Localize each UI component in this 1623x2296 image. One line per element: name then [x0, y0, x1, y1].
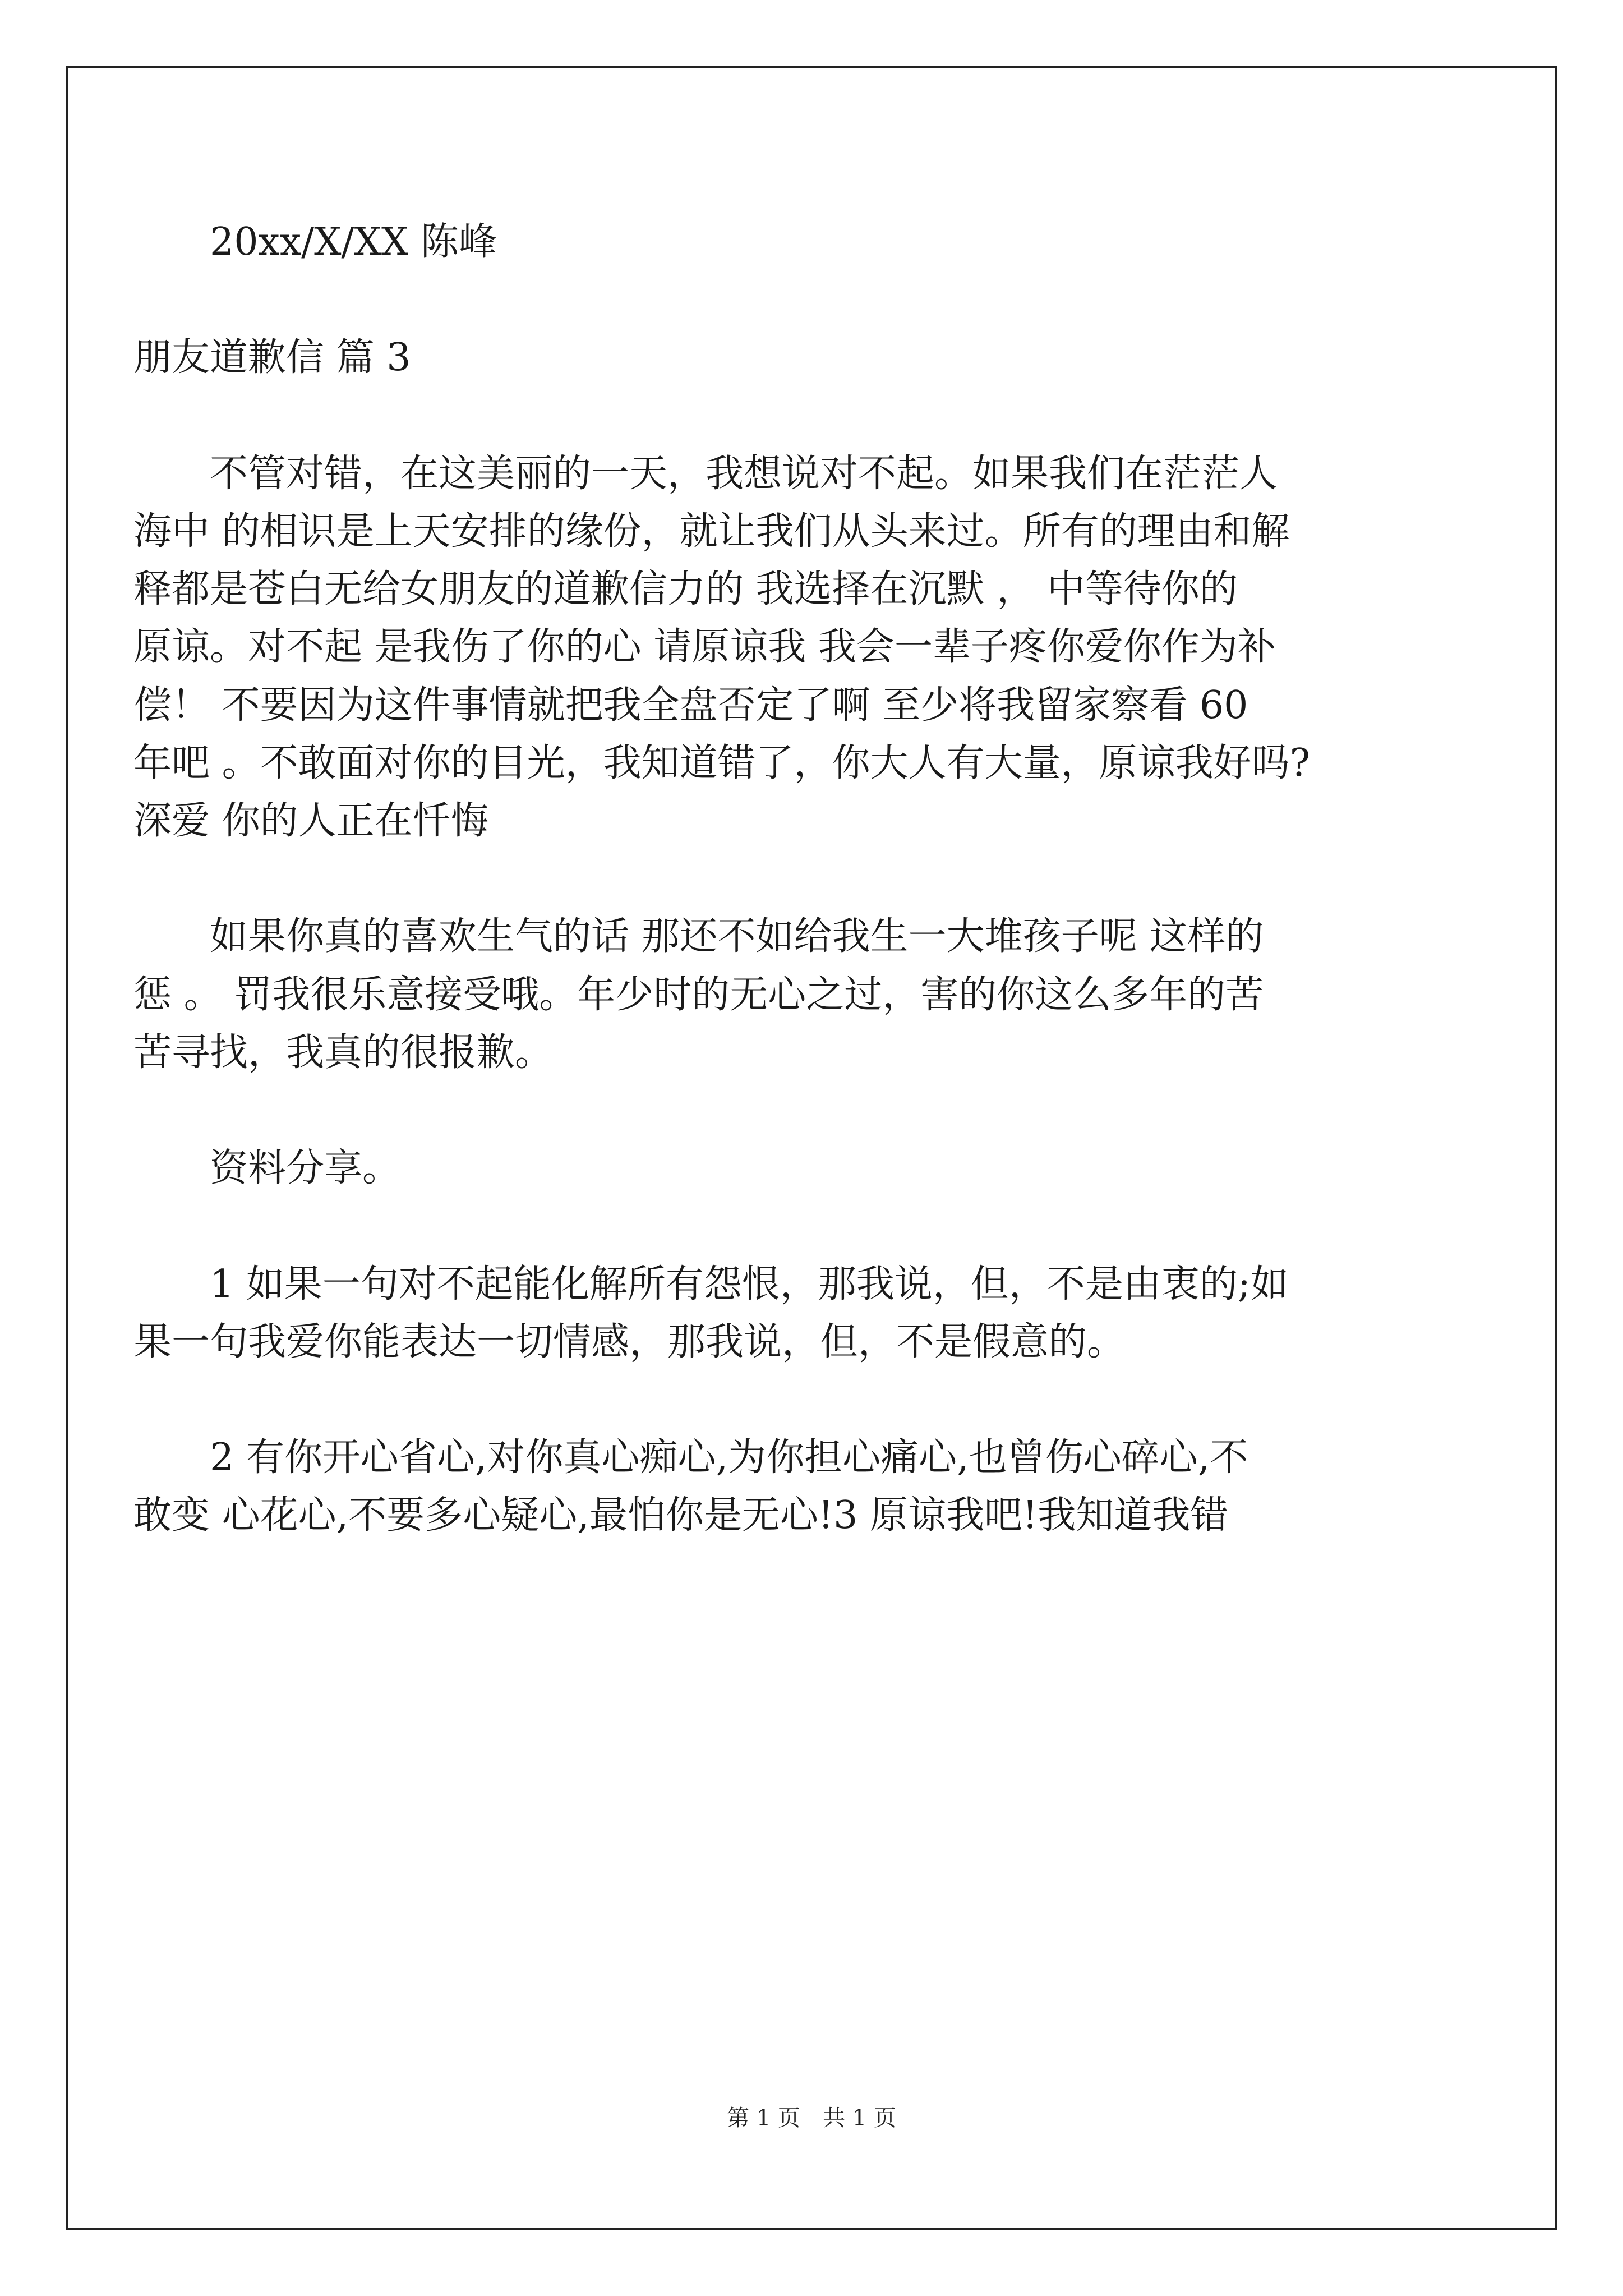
page-number-current: 第 1 页 [727, 2105, 800, 2131]
signature-line: 20xx/X/XX 陈峰 [210, 220, 497, 264]
page-footer [0, 2101, 1623, 2135]
paragraph-item-2: 2 有你开心省心,对你真心痴心,为你担心痛心,也曾伤心碎心,不 敢变 心花心,不要多心疑心,最怕你是无心!3 原谅我吧!我知道我错 [133, 1435, 1248, 1538]
section-title: 朋友道歉信 篇 3 [133, 335, 411, 380]
paragraph-punishment: 如果你真的喜欢生气的话 那还不如给我生一大堆孩子呢 这样的 惩 。 罚我很乐意接受哦。年少时的无心之过，害的你这么多年的苦 苦寻找，我真的很报歉。 [133, 914, 1264, 1075]
page-number-total: 共 1 页 [823, 2105, 896, 2131]
document-body [133, 213, 1491, 1603]
paragraph-apology: 不管对错，在这美丽的一天，我想说对不起。如果我们在茫茫人 海中 的相识是上天安排的缘份，就让我们从头来过。所有的理由和解 释都是苍白无给女朋友的道歉信力的 我选择在沉默 ， 中等待你的 原谅。对不起 是我伤了你的心 请原谅我 我会一辈子疼你爱你作为补 偿！ 不要因为这件事情就把我全盘否定了啊 至少将我留家察看 60 年吧 。不敢面对你的目光，我知道错了，你大人有大量，原谅我好吗? 深爱 你的人正在忏悔 [133, 451, 1311, 843]
paragraph-item-1: 1 如果一句对不起能化解所有怨恨，那我说，但，不是由衷的;如 果一句我爱你能表达一切情感，那我说，但，不是假意的。 [133, 1262, 1289, 1364]
paragraph-resource-share: 资料分享。 [210, 1146, 401, 1191]
